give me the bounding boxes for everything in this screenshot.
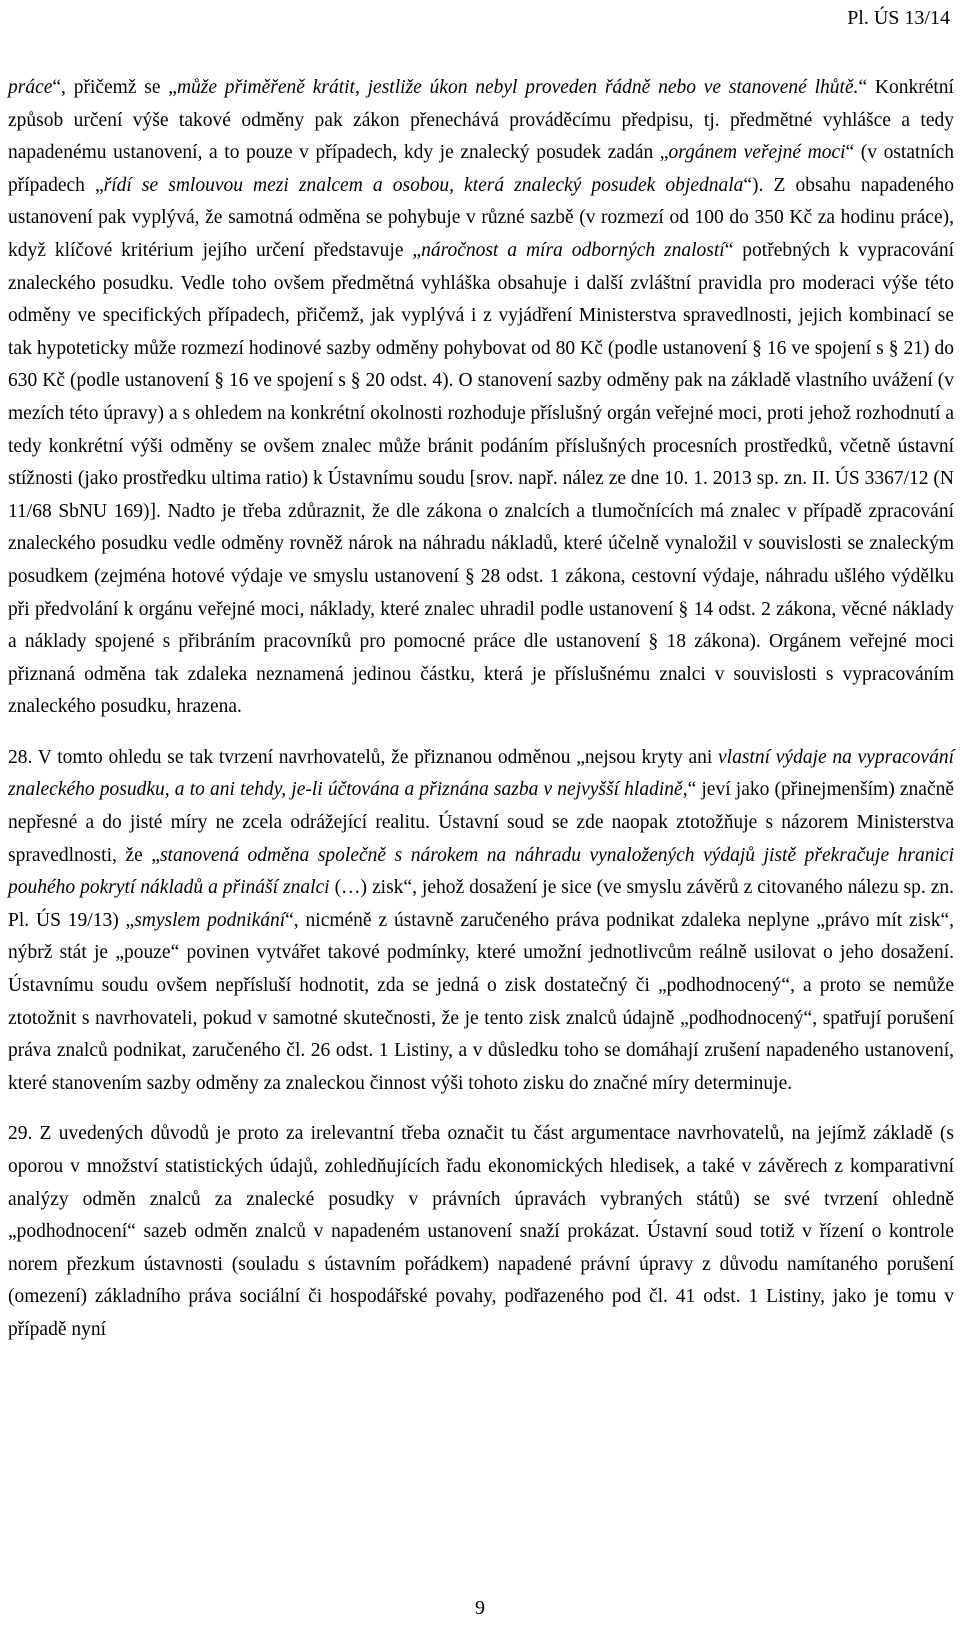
text-run: “, přičemž se „ [52, 77, 177, 98]
italic-quote: stanovená odměna společně s nárokem na náhradu vynaložených výdajů jistě překračuje hranici pouhého pokrytí nákladů a přináší znalci [8, 844, 955, 899]
italic-quote: může přiměřeně krátit, jestliže úkon nebyl proveden řádně nebo ve stanovené lhůtě. [176, 77, 859, 98]
text-run: 29. Z uvedených důvodů je proto za irelevantní třeba označit tu část argumentace navrhovatelů, na jejímž základě (s oporou v množství statistických údajů, zohledňujících řadu ekonomických hledisek, a také v závěrech z komparativní analýzy odměn znalců za znalecké posudky v právních úpravách vybraných států) se své tvrzení ohledně „podhodnocení“ sazeb odměn znalců v napadeném ustanovení snaží prokázat. Ústavní soud totiž v řízení o kontrole norem přezkum ústavnosti (souladu s ústavním pořádkem) napadené právní úpravy z důvodu namítaného porušení (omezení) základního práva sociální či hospodářské povahy, podřazeného pod čl. 41 odst. 1 Listiny, jako je tomu v případě nyní [8, 1123, 954, 1340]
italic-quote: řídí se smlouvou mezi znalcem a osobou, která znalecký posudek objednala [103, 174, 744, 196]
paragraph-29 [8, 1118, 954, 1346]
body-text [8, 72, 954, 1347]
paragraph-28 [8, 742, 954, 1101]
text-run: ,“ jeví jako (přinejmenším) značně nepřesné a do jisté míry ne zcela odrážející realitu. Ústavní soud se zde naopak ztotožňuje s názorem Ministerstva spravedlnosti, že „ [8, 779, 954, 866]
text-run: “ (v ostatních případech „ [8, 142, 954, 196]
case-reference-header: Pl. ÚS 13/14 [847, 7, 950, 29]
text-run: “ Konkrétní způsob určení výše takové odměny pak zákon přenechává prováděcímu předpisu, tj. předmětné vyhlášce a tedy napadenému ustanovení, a to pouze v případech, kdy je znalecký posudek zadán „ [8, 77, 954, 164]
text-run: 28. V tomto ohledu se tak tvrzení navrhovatelů, že přiznanou odměnou „nejsou kryty ani [8, 746, 719, 768]
italic-quote: práce [8, 77, 53, 98]
italic-quote: náročnost a míra odborných znalostí [421, 239, 725, 261]
italic-quote: vlastní výdaje na vypracování znaleckého posudku, a to ani tehdy, je-li účtována a přiznána sazba v nejvyšší hladině [8, 746, 954, 801]
italic-quote: orgánem veřejné moci [668, 142, 846, 164]
text-run: “, nicméně z ústavně zaručeného práva podnikat zdaleka neplyne „právo mít zisk“, nýbrž stát je „pouze“ povinen vytvářet takové podmínky, které umožní jednotlivcům reálně usilovat o jeho dosažení. Ústavnímu soudu ovšem nepřísluší hodnotit, zda se jedná o zisk dostatečný či „podhodnocený“, a proto se nemůže ztotožnit s navrhovateli, pokud v samotné skutečnosti, že je tento zisk znalců údajně „podhodnocený“, spatřují porušení práva znalců podnikat, zaručeného čl. 26 odst. 1 Listiny, a v důsledku toho se domáhají zrušení napadeného ustanovení, které stanovením sazby odměny za znaleckou činnost výši tohoto zisku do značné míry determinuje. [8, 909, 954, 1094]
text-run: “). Z obsahu napadeného ustanovení pak vyplývá, že samotná odměna se pohybuje v různé sazbě (v rozmezí od 100 do 350 Kč za hodinu práce), když klíčové kritérium jejího určení představuje „ [8, 174, 954, 261]
text-run: (…) zisk“, jehož dosažení je sice (ve smyslu závěrů z citovaného nálezu sp. zn. Pl. ÚS 19/13) „ [8, 877, 954, 931]
paragraph-continuation [8, 72, 954, 724]
italic-quote: smyslem podnikání [134, 909, 286, 931]
page-number: 9 [475, 1597, 485, 1619]
text-run: “ potřebných k vypracování znaleckého posudku. Vedle toho ovšem předmětná vyhláška obsahuje i další zvláštní pravidla pro moderaci výše této odměny ve specifických případech, přičemž, jak vyplývá i z vyjádření Ministerstva spravedlnosti, jejich kombinací se tak hypoteticky může rozmezí hodinové sazby odměny pohybovat od 80 Kč (podle ustanovení § 16 ve spojení s § 21) do 630 Kč (podle ustanovení § 16 ve spojení s § 20 odst. 4). O stanovení sazby odměny pak na základě vlastního uvážení (v mezích této úpravy) a s ohledem na konkrétní okolnosti rozhoduje příslušný orgán veřejné moci, proti jehož rozhodnutí a tedy konkrétní výši odměny se ovšem znalec může bránit podáním příslušných procesních prostředků, včetně ústavní stížnosti (jako prostředku ultima ratio) k Ústavnímu soudu [srov. např. nález ze dne 10. 1. 2013 sp. zn. II. ÚS 3367/12 (N 11/68 SbNU 169)]. Nadto je třeba zdůraznit, že dle zákona o znalcích a tlumočnících má znalec v případě zpracování znaleckého posudku vedle odměny rovněž nárok na náhradu nákladů, které účelně vynaložil v souvislosti se znaleckým posudkem (zejména hotové výdaje ve smyslu ustanovení § 28 odst. 1 zákona, cestovní výdaje, náhradu ušlého výdělku při předvolání k orgánu veřejné moci, náklady, které znalec uhradil podle ustanovení § 14 odst. 2 zákona, věcné náklady a náklady spojené s přibráním pracovníků pro pomocné práce dle ustanovení § 18 zákona). Orgánem veřejné moci přiznaná odměna tak zdaleka neznamená jedinou částku, která je příslušnému znalci v souvislosti s vypracováním znaleckého posudku, hrazena. [8, 239, 954, 718]
